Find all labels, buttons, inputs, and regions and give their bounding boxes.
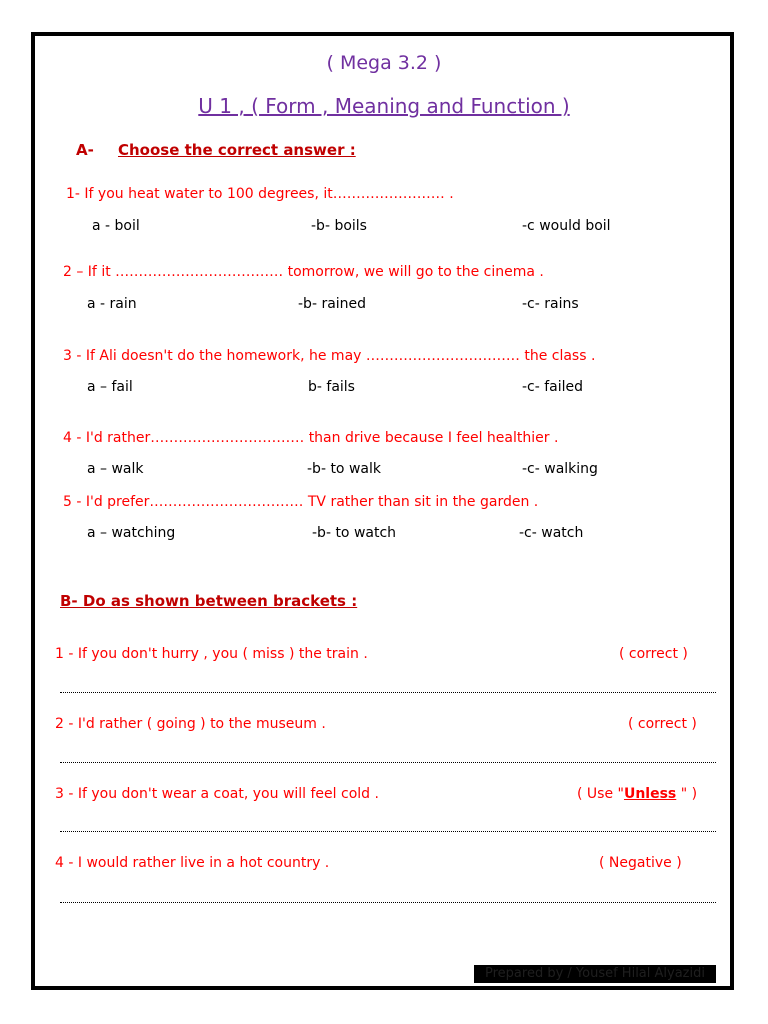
q5-option-c: -c- watch (519, 525, 584, 541)
page-border-inner (34, 35, 731, 987)
author-credit: Prepared by / Yousef Hilal Alyazidi (474, 965, 716, 983)
unless-keyword: Unless (623, 786, 677, 802)
q5-option-b: -b- to watch (312, 525, 397, 541)
q3-option-c: -c- failed (522, 379, 584, 395)
q5-option-a: a – watching (87, 525, 176, 541)
question-2: 2 – If it ……………………………… tomorrow, we will go to the cinema . (63, 264, 544, 280)
section-a-heading: Choose the correct answer : (118, 141, 356, 159)
q3-option-a: a – fail (87, 379, 133, 395)
q1-option-a: a - boil (92, 218, 140, 234)
worksheet-title: ( Mega 3.2 ) (326, 52, 442, 74)
q4-option-a: a – walk (87, 461, 144, 477)
answer-line-3 (60, 831, 716, 832)
item-2-instruction: ( correct ) (628, 716, 697, 732)
item-3-instruction (577, 786, 697, 802)
question-4: 4 - I'd rather…………………………… than drive because I feel healthier . (63, 430, 559, 446)
worksheet-subtitle: U 1 , ( Form , Meaning and Function ) (198, 94, 570, 118)
question-3: 3 - If Ali doesn't do the homework, he may …………………………… the class . (63, 348, 596, 364)
question-1: 1- If you heat water to 100 degrees, it…………………… . (66, 186, 454, 202)
question-5: 5 - I'd prefer…………………………… TV rather than sit in the garden . (63, 494, 539, 510)
answer-line-1 (60, 692, 716, 693)
q2-option-b: -b- rained (298, 296, 367, 312)
section-b-heading: B- Do as shown between brackets : (60, 592, 358, 610)
item-1-sentence: 1 - If you don't hurry , you ( miss ) the train . (55, 646, 368, 662)
answer-line-4 (60, 902, 716, 903)
q4-option-c: -c- walking (522, 461, 598, 477)
item-3-instruction-post: " ) (676, 786, 698, 802)
q4-option-b: -b- to walk (307, 461, 381, 477)
section-a-letter: A- (76, 141, 94, 159)
item-2-sentence: 2 - I'd rather ( going ) to the museum . (55, 716, 326, 732)
q3-option-b: b- fails (308, 379, 355, 395)
q1-option-b: -b- boils (311, 218, 367, 234)
item-4-sentence: 4 - I would rather live in a hot country . (55, 855, 330, 871)
q1-option-c: -c would boil (522, 218, 611, 234)
item-3-sentence: 3 - If you don't wear a coat, you will feel cold . (55, 786, 379, 802)
item-4-instruction: ( Negative ) (599, 855, 682, 871)
q2-option-a: a - rain (87, 296, 137, 312)
q2-option-c: -c- rains (522, 296, 579, 312)
answer-line-2 (60, 762, 716, 763)
item-3-instruction-pre: ( Use " (577, 786, 624, 802)
item-1-instruction: ( correct ) (619, 646, 688, 662)
